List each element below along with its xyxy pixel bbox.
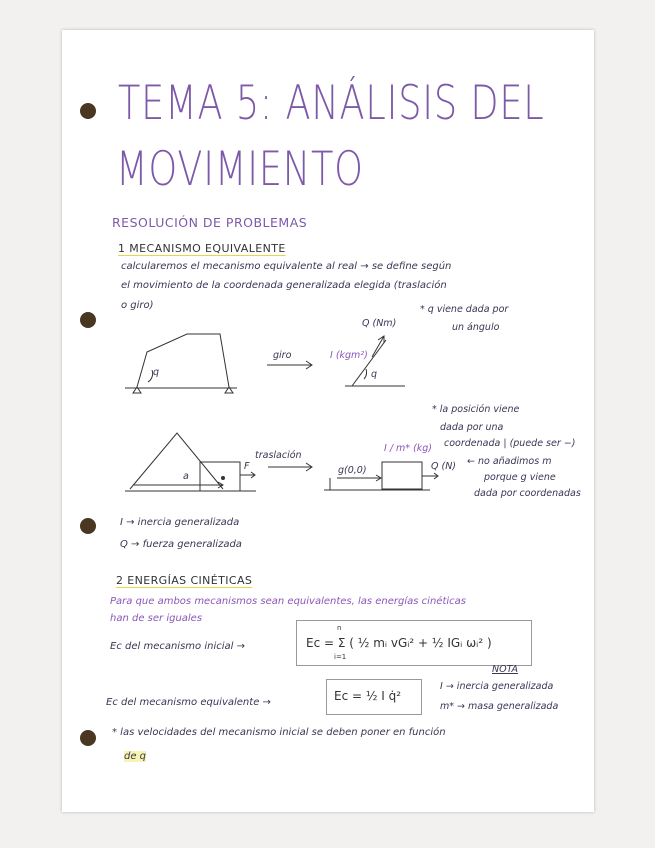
- inertia-label: I (kgm²): [330, 350, 368, 361]
- definition-inertia: I → inercia generalizada: [120, 517, 240, 528]
- paragraph-line: Para que ambos mecanismos sean equivalentes, las energías cinéticas: [110, 596, 466, 607]
- arrow-label: giro: [273, 350, 292, 361]
- ec-initial-label: Ec del mecanismo inicial →: [110, 641, 245, 652]
- definition-force: Q → fuerza generalizada: [120, 539, 242, 550]
- note-line: ← no añadimos m: [467, 456, 552, 467]
- paragraph-line: o giro): [121, 300, 154, 311]
- note-line: dada por una: [440, 422, 504, 433]
- subheading-equivalent-mechanism: 1 MECANISMO EQUIVALENTE: [118, 242, 286, 255]
- force-label: F: [244, 461, 250, 472]
- angle-label: q: [371, 369, 378, 380]
- formula-initial: Ec = Σ ( ½ mᵢ vGᵢ² + ½ IGᵢ ωᵢ² ): [306, 636, 492, 650]
- paragraph-line: el movimiento de la coordenada generalizada elegida (traslación: [121, 280, 447, 291]
- note-line: un ángulo: [452, 322, 500, 333]
- note-line: * q viene dada por: [420, 304, 509, 315]
- final-note-line: * las velocidades del mecanismo inicial se deben poner en función: [112, 727, 446, 738]
- page-title-line1: TEMA 5: ANÁLISIS DEL: [118, 76, 545, 131]
- note-heading: NOTA: [492, 664, 519, 675]
- angle-label: q: [153, 367, 160, 378]
- torque-label: Q (Nm): [362, 318, 397, 329]
- note-line: * la posición viene: [432, 404, 520, 415]
- section-heading: RESOLUCIÓN DE PROBLEMAS: [112, 215, 308, 230]
- paragraph-line: calcularemos el mecanismo equivalente al real → se define según: [121, 261, 452, 272]
- ec-equivalent-label: Ec del mecanismo equivalente →: [106, 697, 271, 708]
- inertia-label: I / m* (kg): [384, 443, 433, 454]
- paragraph-line: han de ser iguales: [110, 613, 203, 624]
- sum-upper-limit: n: [337, 624, 342, 632]
- note-line: coordenada | (puede ser −): [444, 438, 576, 449]
- page-title-line2: MOVIMIENTO: [116, 142, 364, 197]
- note-line: porque g viene: [484, 472, 556, 483]
- note-line: m* → masa generalizada: [440, 701, 559, 712]
- final-note-line: de q: [124, 751, 147, 762]
- distance-label: a: [183, 471, 189, 482]
- force-out-label: Q (N): [431, 461, 457, 472]
- note-line: dada por coordenadas: [474, 488, 581, 499]
- subheading-kinetic-energies: 2 ENERGÍAS CINÉTICAS: [116, 574, 253, 587]
- position-label: g(0,0): [338, 465, 367, 476]
- sum-lower-limit: i=1: [334, 653, 347, 661]
- formula-equivalent: Ec = ½ I q̇²: [334, 689, 402, 703]
- arrow-label: traslación: [255, 450, 302, 461]
- note-line: I → inercia generalizada: [440, 681, 554, 692]
